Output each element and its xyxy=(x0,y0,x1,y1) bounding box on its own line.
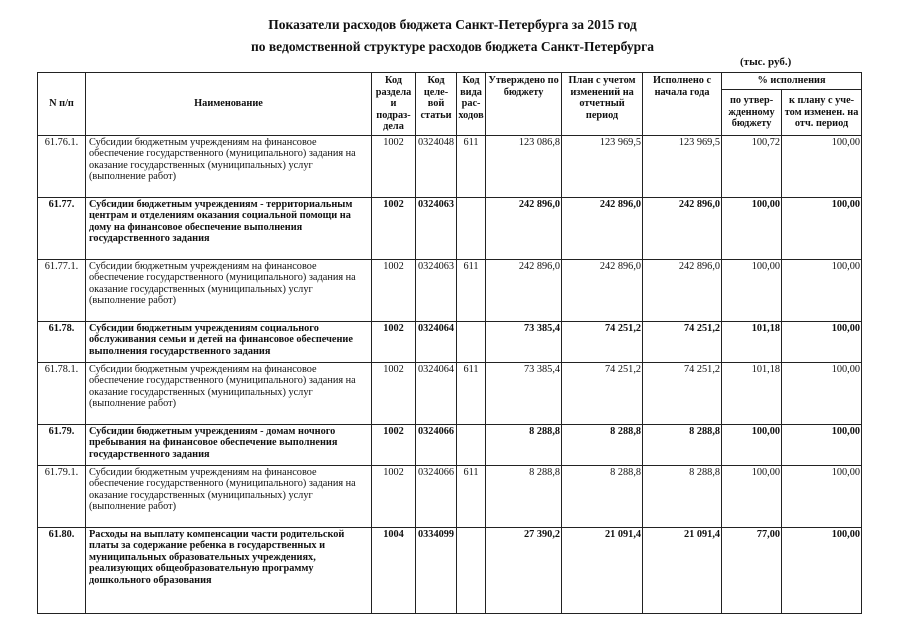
row-num: 61.80. xyxy=(38,527,86,613)
row-pct-plan: 100,00 xyxy=(782,259,862,321)
row-name: Субсидии бюджетным учреждениям социального обслуживания семьи и детей на финансовое обеспечение выполнения государственного задания xyxy=(86,321,372,362)
row-type-code: 611 xyxy=(457,259,486,321)
row-pct-approved: 100,72 xyxy=(722,135,782,197)
row-target-code: 0334099 xyxy=(416,527,457,613)
row-approved: 242 896,0 xyxy=(486,197,562,259)
table-row xyxy=(38,135,862,197)
row-target-code: 0324063 xyxy=(416,259,457,321)
row-name: Субсидии бюджетным учреждениям на финансовое обеспечение государственного (муниципального) задания на оказание государственных (муниципальных) услуг (выполнение работ) xyxy=(86,259,372,321)
row-target-code: 0324064 xyxy=(416,362,457,424)
row-executed: 74 251,2 xyxy=(643,362,722,424)
page-title: Показатели расходов бюджета Санкт-Петербурга за 2015 год xyxy=(268,17,637,32)
row-approved: 8 288,8 xyxy=(486,424,562,465)
row-type-code: 611 xyxy=(457,362,486,424)
row-num: 61.79.1. xyxy=(38,465,86,527)
row-target-code: 0324064 xyxy=(416,321,457,362)
row-pct-approved: 101,18 xyxy=(722,321,782,362)
table-row xyxy=(38,424,862,465)
row-executed: 242 896,0 xyxy=(643,197,722,259)
row-name: Субсидии бюджетным учреждениям - домам ночного пребывания на финансовое обеспечение выполнения государственного задания xyxy=(86,424,372,465)
row-approved: 73 385,4 xyxy=(486,321,562,362)
row-type-code xyxy=(457,197,486,259)
row-type-code xyxy=(457,424,486,465)
row-executed: 21 091,4 xyxy=(643,527,722,613)
row-name: Субсидии бюджетным учреждениям на финансовое обеспечение государственного (муниципального) задания на оказание государственных (муниципальных) услуг (выполнение работ) xyxy=(86,135,372,197)
table-row xyxy=(38,527,862,613)
row-plan: 8 288,8 xyxy=(562,424,643,465)
col-header-plan: План с учетом изменений на отчетный период xyxy=(562,73,643,136)
row-plan: 242 896,0 xyxy=(562,259,643,321)
page-subtitle: по ведомственной структуре расходов бюджета Санкт-Петербурга xyxy=(250,39,655,54)
table-row xyxy=(38,321,862,362)
row-name: Расходы на выплату компенсации части родительской платы за содержание ребенка в государственных и муниципальных образовательных учреждениях, реализующих общеобразовательную программу дошкольного образования xyxy=(86,527,372,613)
row-section-code: 1002 xyxy=(372,259,416,321)
col-header-executed: Исполнено с начала года xyxy=(643,73,722,136)
row-approved: 8 288,8 xyxy=(486,465,562,527)
row-name: Субсидии бюджетным учреждениям на финансовое обеспечение государственного (муниципального) задания на оказание государственных (муниципальных) услуг (выполнение работ) xyxy=(86,465,372,527)
row-num: 61.77. xyxy=(38,197,86,259)
row-pct-plan: 100,00 xyxy=(782,362,862,424)
row-pct-approved: 100,00 xyxy=(722,259,782,321)
row-num: 61.78. xyxy=(38,321,86,362)
row-executed: 123 969,5 xyxy=(643,135,722,197)
row-plan: 8 288,8 xyxy=(562,465,643,527)
row-pct-plan: 100,00 xyxy=(782,465,862,527)
row-section-code: 1002 xyxy=(372,362,416,424)
row-pct-approved: 100,00 xyxy=(722,197,782,259)
row-pct-approved: 77,00 xyxy=(722,527,782,613)
row-plan: 242 896,0 xyxy=(562,197,643,259)
row-target-code: 0324048 xyxy=(416,135,457,197)
row-num: 61.76.1. xyxy=(38,135,86,197)
row-pct-approved: 101,18 xyxy=(722,362,782,424)
row-pct-plan: 100,00 xyxy=(782,135,862,197)
units-label: (тыс. руб.) xyxy=(740,56,792,68)
col-header-section-code: Код раздела и подраз-дела xyxy=(372,73,416,136)
row-pct-approved: 100,00 xyxy=(722,465,782,527)
budget-table xyxy=(37,72,862,614)
row-approved: 73 385,4 xyxy=(486,362,562,424)
col-header-type-code: Код вида рас-ходов xyxy=(457,73,486,136)
row-name: Субсидии бюджетным учреждениям - территориальным центрам и отделениям оказания социальной помощи на дому на финансовое обеспечение выполнения государственного задания xyxy=(86,197,372,259)
row-pct-plan: 100,00 xyxy=(782,197,862,259)
table-row xyxy=(38,362,862,424)
col-header-percent-group: % исполнения xyxy=(722,73,862,90)
row-plan: 123 969,5 xyxy=(562,135,643,197)
col-header-target-code: Код целе-вой статьи xyxy=(416,73,457,136)
row-target-code: 0324066 xyxy=(416,465,457,527)
row-plan: 74 251,2 xyxy=(562,321,643,362)
col-header-pct-approved: по утвер-жденному бюджету xyxy=(722,90,782,135)
row-plan: 21 091,4 xyxy=(562,527,643,613)
row-executed: 74 251,2 xyxy=(643,321,722,362)
row-num: 61.77.1. xyxy=(38,259,86,321)
row-section-code: 1004 xyxy=(372,527,416,613)
row-section-code: 1002 xyxy=(372,197,416,259)
row-executed: 242 896,0 xyxy=(643,259,722,321)
row-pct-approved: 100,00 xyxy=(722,424,782,465)
table-row xyxy=(38,197,862,259)
row-target-code: 0324063 xyxy=(416,197,457,259)
table-row xyxy=(38,259,862,321)
col-header-num: N п/п xyxy=(38,73,86,136)
row-executed: 8 288,8 xyxy=(643,424,722,465)
row-type-code: 611 xyxy=(457,135,486,197)
row-approved: 27 390,2 xyxy=(486,527,562,613)
row-approved: 123 086,8 xyxy=(486,135,562,197)
table-row xyxy=(38,465,862,527)
row-pct-plan: 100,00 xyxy=(782,527,862,613)
row-target-code: 0324066 xyxy=(416,424,457,465)
row-num: 61.79. xyxy=(38,424,86,465)
col-header-approved: Утверждено по бюджету xyxy=(486,73,562,136)
row-pct-plan: 100,00 xyxy=(782,424,862,465)
col-header-pct-plan: к плану с уче-том изменен. на отч. период xyxy=(782,90,862,135)
row-pct-plan: 100,00 xyxy=(782,321,862,362)
row-section-code: 1002 xyxy=(372,465,416,527)
row-approved: 242 896,0 xyxy=(486,259,562,321)
row-type-code: 611 xyxy=(457,465,486,527)
row-name: Субсидии бюджетным учреждениям на финансовое обеспечение государственного (муниципального) задания на оказание государственных (муниципальных) услуг (выполнение работ) xyxy=(86,362,372,424)
row-num: 61.78.1. xyxy=(38,362,86,424)
row-section-code: 1002 xyxy=(372,321,416,362)
row-type-code xyxy=(457,321,486,362)
row-section-code: 1002 xyxy=(372,135,416,197)
col-header-name: Наименование xyxy=(86,73,372,136)
row-plan: 74 251,2 xyxy=(562,362,643,424)
row-section-code: 1002 xyxy=(372,424,416,465)
row-executed: 8 288,8 xyxy=(643,465,722,527)
row-type-code xyxy=(457,527,486,613)
